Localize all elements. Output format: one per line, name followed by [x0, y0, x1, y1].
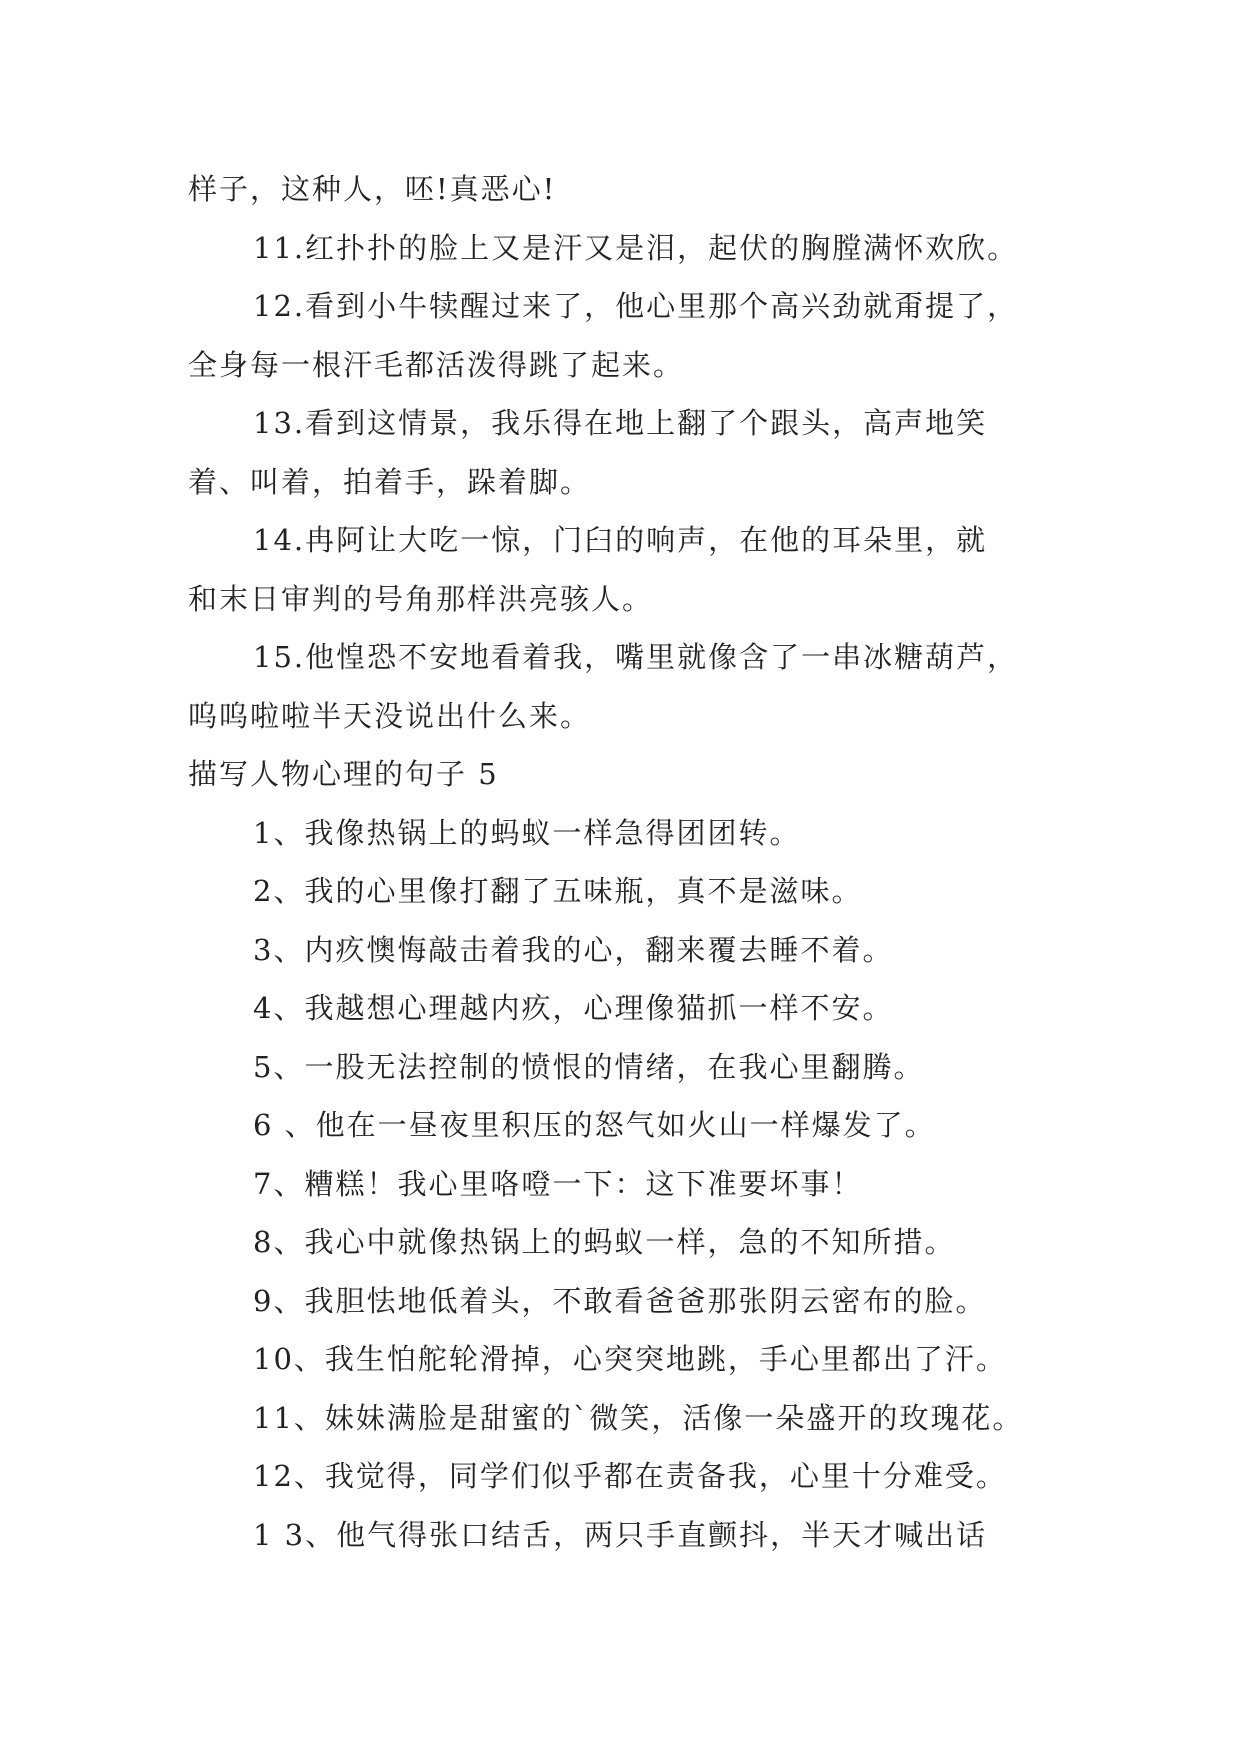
text-line: 1、我像热锅上的蚂蚁一样急得团团转。: [253, 815, 801, 850]
text-line: 呜呜啦啦半天没说出什么来。: [188, 698, 592, 733]
text-line: 8、我心中就像热锅上的蚂蚁一样，急的不知所措。: [253, 1225, 956, 1259]
text-line: 9、我胆怯地低着头，不敢看爸爸那张阴云密布的脸。: [253, 1283, 987, 1318]
text-line: 着、叫着，拍着手，跺着脚。: [188, 464, 592, 499]
text-line: 5、一股无法控制的愤恨的情绪，在我心里翻腾。: [253, 1049, 925, 1084]
text-line: 13.看到这情景，我乐得在地上翻了个跟头，高声地笑: [253, 406, 988, 440]
text-line: 2、我的心里像打翻了五味瓶，真不是滋味。: [253, 874, 863, 908]
document-body: [188, 160, 1068, 1564]
section-heading: 描写人物心理的句子 5: [188, 757, 499, 791]
text-line: 11.红扑扑的脸上又是汗又是泪，起伏的胸膛满怀欢欣。: [253, 230, 1019, 265]
text-line: 全身每一根汗毛都活泼得跳了起来。: [188, 347, 685, 382]
text-line: 4、我越想心理越内疚，心理像猫抓一样不安。: [253, 991, 894, 1025]
text-line: 14.冉阿让大吃一惊，门臼的响声，在他的耳朵里，就: [253, 523, 988, 557]
text-line: 10、我生怕舵轮滑掉，心突突地跳，手心里都出了汗。: [253, 1342, 1007, 1376]
text-line: 11、妹妹满脸是甜蜜的`微笑，活像一朵盛开的玫瑰花。: [253, 1400, 1024, 1435]
text-line: 7、糟糕！我心里咯噔一下：这下准要坏事！: [253, 1166, 863, 1201]
text-line: 和末日审判的号角那样洪亮骇人。: [188, 581, 654, 616]
text-line: 15.他惶恐不安地看着我，嘴里就像含了一串冰糖葫芦，: [253, 640, 1019, 674]
text-line: 6 、他在一昼夜里积压的怒气如火山一样爆发了。: [253, 1108, 936, 1142]
text-line: 12、我觉得，同学们似乎都在责备我，心里十分难受。: [253, 1459, 1007, 1493]
text-line: 样子，这种人，呸!真恶心!: [188, 172, 557, 206]
text-line: 1 3、他气得张口结舌，两只手直颤抖，半天才喊出话: [253, 1517, 988, 1552]
text-line: 12.看到小牛犊醒过来了，他心里那个高兴劲就甭提了，: [253, 289, 1019, 323]
text-line: 3、内疚懊悔敲击着我的心，翻来覆去睡不着。: [253, 932, 894, 967]
